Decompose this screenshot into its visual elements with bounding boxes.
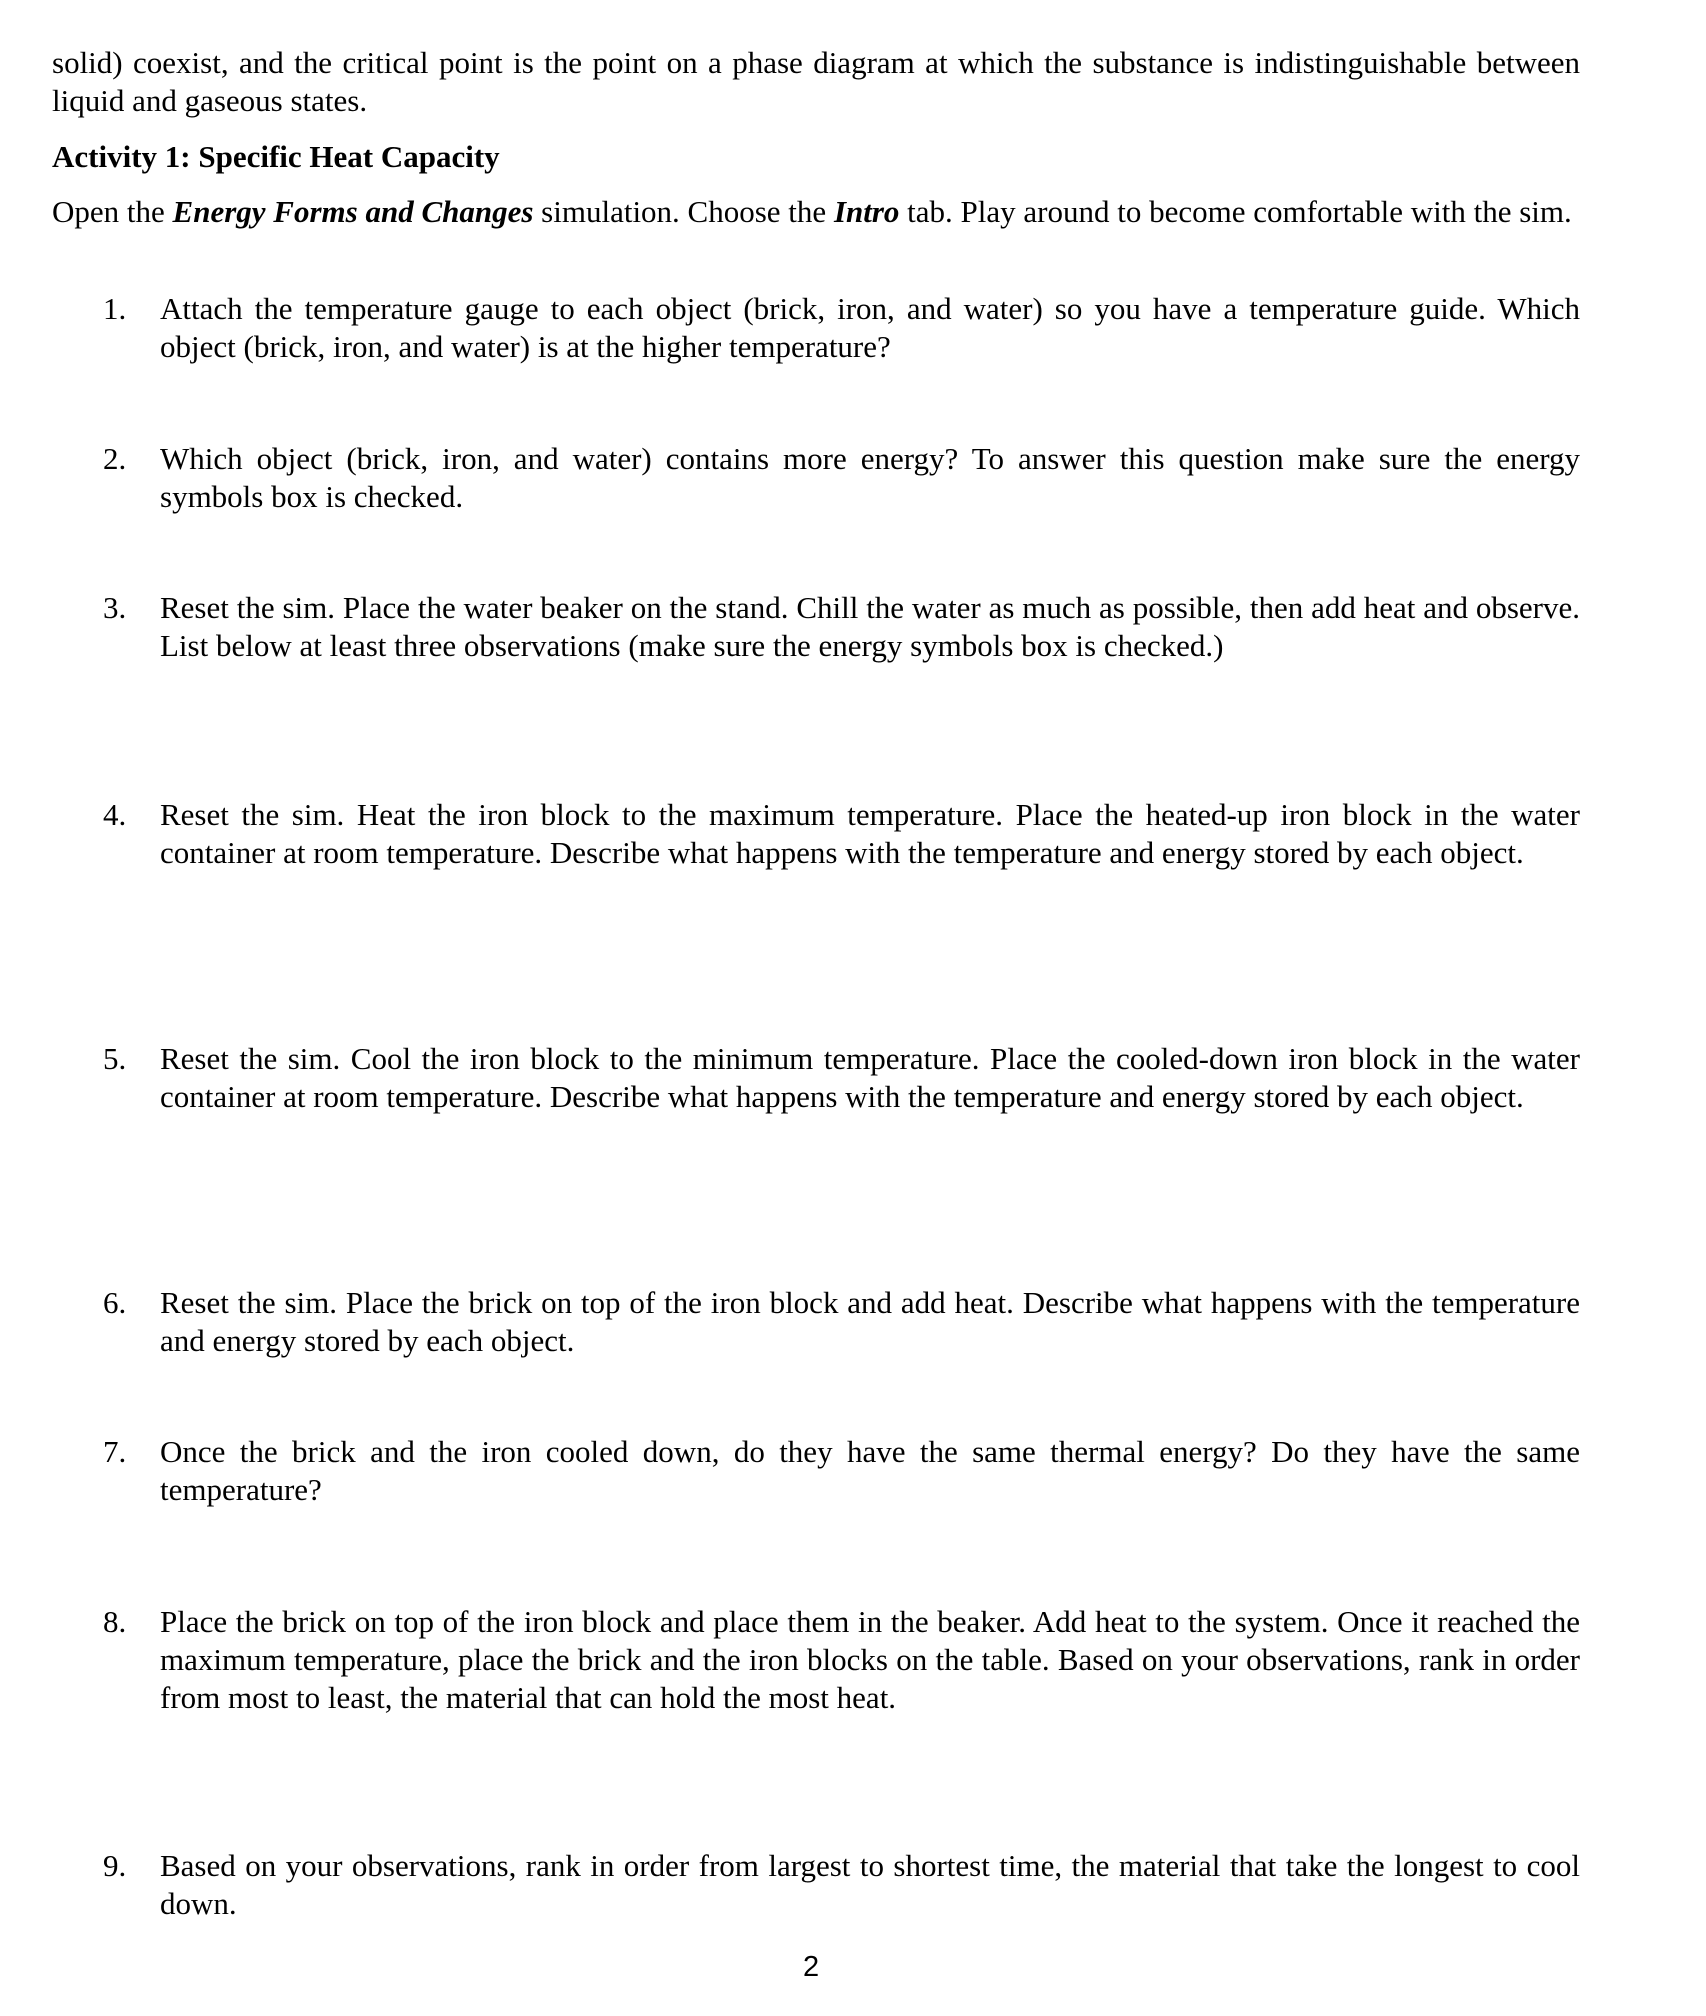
question-text: Reset the sim. Heat the iron block to the maximum temperature. Place the heated-up iron block in the water container at room temperature. Describe what happens with the temperature and energy stored by each object. (160, 797, 1580, 870)
question-number: 1. (103, 291, 127, 326)
question-number: 7. (103, 1434, 127, 1469)
question-text: Based on your observations, rank in order from largest to shortest time, the material that take the longest to cool down. (160, 1848, 1580, 1921)
activity-heading: Activity 1: Specific Heat Capacity (52, 139, 500, 174)
instructions-part2: simulation. Choose the (533, 194, 834, 229)
question-text: Once the brick and the iron cooled down, do they have the same thermal energy? Do they have the same temperature? (160, 1434, 1580, 1507)
sim-name: Energy Forms and Changes (172, 194, 534, 229)
question-number: 4. (103, 797, 127, 832)
question-text: Attach the temperature gauge to each object (brick, iron, and water) so you have a temperature guide. Which object (brick, iron, and water) is at the higher temperature? (160, 291, 1580, 364)
question-number: 6. (103, 1285, 127, 1320)
activity-instructions (52, 193, 1580, 231)
page-number: 2 (803, 1951, 820, 1983)
question-text: Which object (brick, iron, and water) contains more energy? To answer this question make sure the energy symbols box is checked. (160, 441, 1580, 514)
tab-name: Intro (833, 194, 900, 229)
question-number: 8. (103, 1604, 127, 1639)
question-number: 2. (103, 441, 127, 476)
question-text: Reset the sim. Place the water beaker on the stand. Chill the water as much as possible, then add heat and observe. List below at least three observations (make sure the energy symbols box is checked.) (160, 590, 1580, 663)
question-number: 5. (103, 1041, 127, 1076)
question-number: 3. (103, 590, 127, 625)
question-text: Reset the sim. Cool the iron block to the minimum temperature. Place the cooled-down iron block in the water container at room temperature. Describe what happens with the temperature and energy stored by each object. (160, 1041, 1580, 1114)
question-number: 9. (103, 1848, 127, 1883)
question-text: Reset the sim. Place the brick on top of the iron block and add heat. Describe what happens with the temperature and energy stored by each object. (160, 1285, 1580, 1358)
instructions-part3: tab. Play around to become comfortable with the sim. (899, 194, 1572, 229)
intro-paragraph: solid) coexist, and the critical point is the point on a phase diagram at which the substance is indistinguishable between liquid and gaseous states. (52, 45, 1580, 118)
question-text: Place the brick on top of the iron block and place them in the beaker. Add heat to the system. Once it reached the maximum temperature, place the brick and the iron blocks on the table. Based on your observations, rank in order from most to least, the material that can hold the most heat. (160, 1604, 1580, 1715)
instructions-part1: Open the (52, 194, 173, 229)
